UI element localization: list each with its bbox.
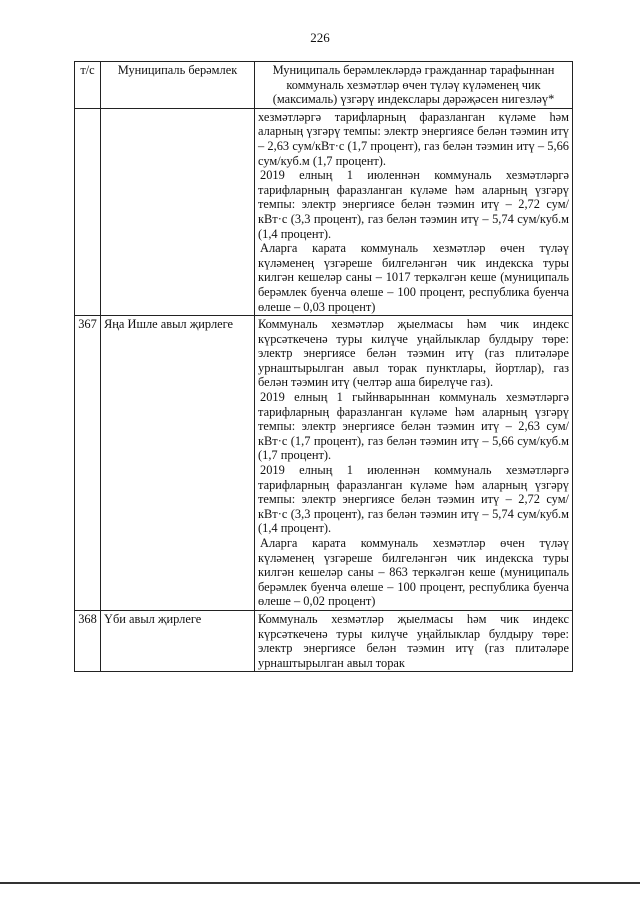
row-description [255,108,573,315]
description-paragraph: Аларга карата коммуналь хезмәтләр өчен түләү күләменең үзгәреше билгеләнгән чик индекска туры килгән кешеләр саны – 1017 теркәлгән кеше (муниципаль берәмлек буенча өлеше – 100 процент, республика буенча өлеше – 0,03 процент) [258,241,569,314]
header-justification: Муниципаль берәмлекләрдә гражданнар тарафыннан коммуналь хезмәтләр өчен түләү күләменең чик (максималь) үзгәрү индекслары дәрәҗәсен нигезләү* [255,62,573,109]
header-municipality: Муниципаль берәмлек [101,62,255,109]
row-description [255,610,573,671]
description-paragraph: 2019 елның 1 гыйнварыннан коммуналь хезмәтләргә тарифларның фаразланган күләме һәм аларның үзгәрү темпы: электр энергиясе белән тәэмин итү – 2,63 сум/кВт·с (1,7 процент), газ белән тәэмин итү – 5,66 сум/куб.м (1,7 процент). [258,390,569,463]
description-paragraph: Коммуналь хезмәтләр җыелмасы һәм чик индекс күрсәткеченә туры килүче уңайлыклар булдыру төре: электр энергиясе белән тәэмин итү (газ плитәләре урнаштырылган авыл торак пунктлары, йортлар), газ белән тәэмин итү (челтәр аша бирелүче газ). [258,317,569,390]
description-paragraph: 2019 елның 1 июленнән коммуналь хезмәтләргә тарифларның фаразланган күләме һәм аларның үзгәрү темпы: электр энергиясе белән тәэмин итү – 2,72 сум/кВт·с (3,3 процент), газ белән тәэмин итү – 5,74 сум/куб.м (1,4 процент). [258,463,569,536]
row-municipality: Үби авыл җирлеге [101,610,255,671]
description-paragraph: хезмәтләргә тарифларның фаразланган күләме һәм аларның үзгәрү темпы: электр энергиясе белән тәэмин итү – 2,63 сум/кВт·с (1,7 процент), газ белән тәэмин итү – 5,66 сум/куб.м (1,7 процент). [258,109,569,168]
description-paragraph: 2019 елның 1 июленнән коммуналь хезмәтләргә тарифларның фаразланган күләме һәм аларның үзгәрү темпы: электр энергиясе белән тәэмин итү – 2,72 сум/кВт·с (3,3 процент), газ белән тәэмин итү – 5,74 сум/куб.м (1,4 процент). [258,168,569,241]
table-row [75,108,573,315]
description-paragraph: Коммуналь хезмәтләр җыелмасы һәм чик индекс күрсәткеченә туры килүче уңайлыклар булдыру төре: электр энергиясе белән тәэмин итү (газ плитәләре урнаштырылган авыл торак [258,611,569,670]
row-number [75,108,101,315]
row-municipality [101,108,255,315]
row-number: 368 [75,610,101,671]
table-row [75,610,573,671]
page-bottom-rule [0,882,640,884]
table-header-row [75,62,573,109]
table-row [75,316,573,611]
header-number: т/с [75,62,101,109]
row-number: 367 [75,316,101,611]
description-paragraph: Аларга карата коммуналь хезмәтләр өчен түләү күләменең үзгәреше билгеләнгән чик индекска туры килгән кешеләр саны – 863 теркәлгән кеше (муниципаль берәмлек буенча өлеше – 100 процент, республика буенча өлеше – 0,02 процент) [258,536,569,609]
page-number: 226 [310,30,330,45]
tariff-table [74,61,573,672]
row-description [255,316,573,611]
row-municipality: Яңа Ишле авыл җирлеге [101,316,255,611]
